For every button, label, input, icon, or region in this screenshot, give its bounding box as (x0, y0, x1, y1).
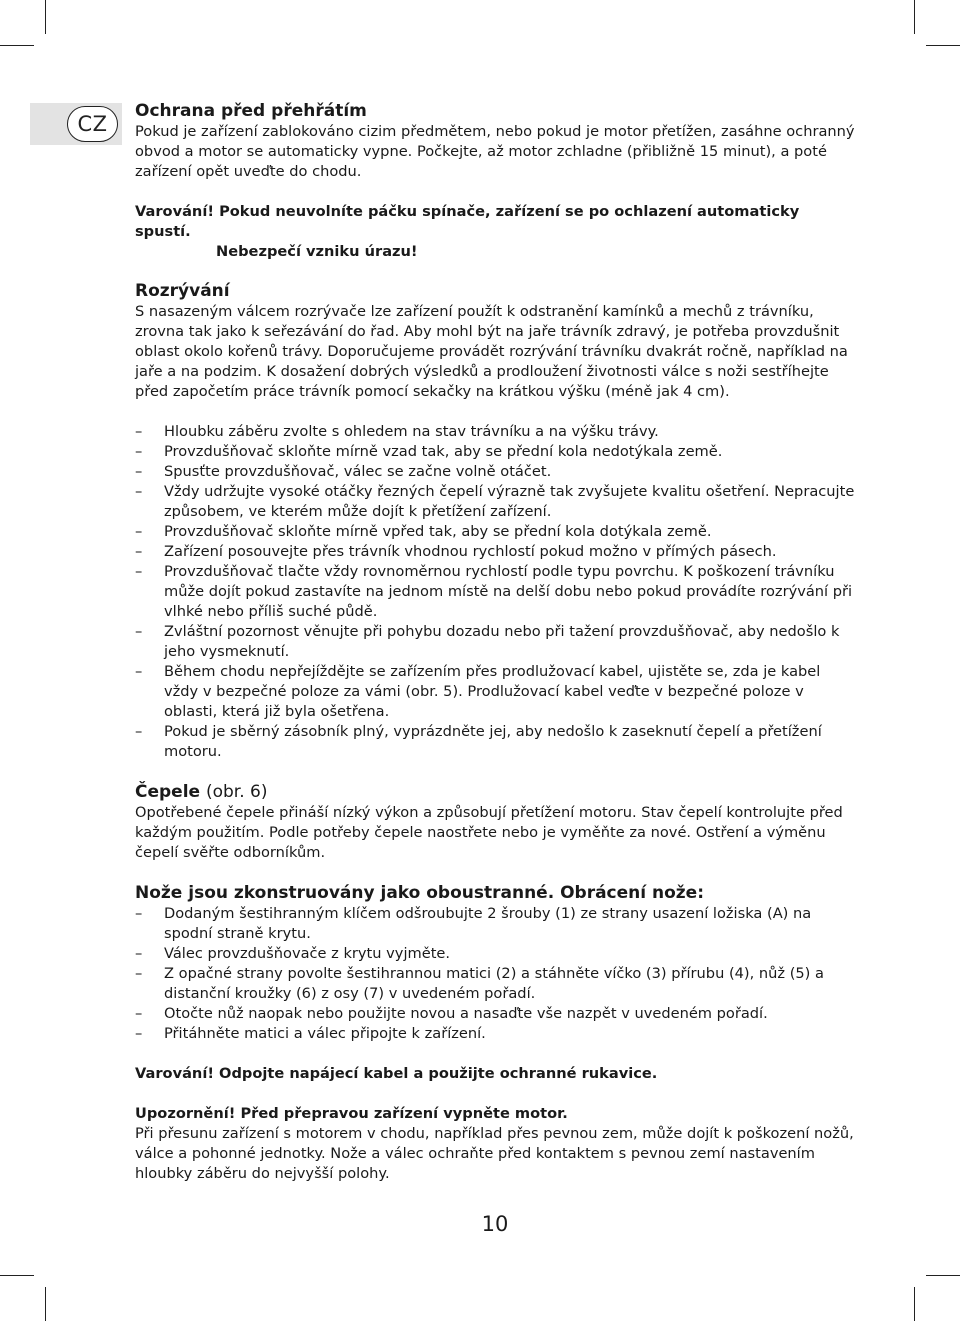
crop-mark-right-top (926, 45, 960, 46)
crop-mark-left-bottom (0, 1275, 34, 1276)
scarifying-text: S nasazeným válcem rozrývače lze zařízení použít k odstranění kamínků a mechů z trávníku, zrovna tak jako k seřezávání do řad. Aby mohl být na jaře trávník zdravý, je potřeba provzdušnit oblast okolo kořenů trávy. Doporučujeme provádět rozrývání trávníku dvakrát ročně, například na jaře a na podzim. K dosažení dobrých výsledků a prodloužení životnosti válce s noži sestříhejte před započetím práce trávník pomocí sekačky na krátkou výšku (méně jak 4 cm). (135, 303, 848, 400)
list-item: – Přitáhněte matici a válec připojte k zařízení. (135, 1024, 855, 1044)
blades-title: Čepele (135, 782, 201, 802)
list-item: – Otočte nůž naopak nebo použijte novou a nasaďte vše nazpět v uvedeném pořadí. (135, 1004, 855, 1024)
list-item: – Dodaným šestihranným klíčem odšroubujte 2 šrouby (1) ze strany usazení ložiska (A) na spodní straně krytu. (135, 904, 855, 944)
overheat-warning (135, 202, 855, 242)
list-item: – Hloubku záběru zvolte s ohledem na stav trávníku a na výšku trávy. (135, 422, 855, 442)
list-item: – Vždy udržujte vysoké otáčky řezných čepelí výrazně tak zvyšujete kvalitu ošetření. Nepracujte způsobem, ve kterém může dojít k přetížení zařízení. (135, 482, 855, 522)
list-item: – Během chodu nepřejíždějte se zařízením přes prodlužovací kabel, ujistěte se, zda je kabel vždy v bezpečné poloze za vámi (obr. 5). Prodlužovací kabel veďte v bezpečné poloze v oblasti, která již byla ošetřena. (135, 662, 855, 722)
overheat-warning-label: Varování! (135, 203, 214, 220)
blades-text: Opotřebené čepele přináší nízký výkon a způsobují přetížení motoru. Stav čepelí kontrolujte před každým použitím. Podle potřeby čepele naostřete nebo je vyměňte za nové. Ostření a výměnu čepelí svěřte odborníkům. (135, 804, 843, 861)
list-item: – Provzdušňovač tlačte vždy rovnoměrnou rychlostí podle typu povrchu. K poškození trávníku může dojít pokud zastavíte na jednom místě na delší dobu nebo pokud provádíte rozrývání při vlhké nebo příliš suché půdě. (135, 562, 855, 622)
scarifying-title: Rozrývání (135, 281, 230, 301)
knives-title: Nože jsou zkonstruovány jako oboustranné. Obrácení nože: (135, 883, 705, 903)
notice-title: Upozornění! Před přepravou zařízení vypněte motor. (135, 1105, 568, 1122)
blades-figure-ref: (obr. 6) (205, 782, 268, 802)
overheat-text: Pokud je zařízení zablokováno cizim předmětem, nebo pokud je motor přetížen, zasáhne ochranný obvod a motor se automaticky vypne. Počkejte, až motor zchladne (přibližně 15 minut), a poté zařízení opět uveďte do chodu. (135, 123, 855, 180)
crop-mark-right-bottom (926, 1275, 960, 1276)
page-content (135, 100, 855, 1184)
list-item: – Válec provzdušňovače z krytu vyjměte. (135, 944, 855, 964)
list-item: – Spusťte provzdušňovač, válec se začne volně otáčet. (135, 462, 855, 482)
power-warning: Varování! Odpojte napájecí kabel a použijte ochranné rukavice. (135, 1065, 658, 1082)
crop-mark-bottom-left (45, 1287, 46, 1321)
crop-mark-left-top (0, 45, 34, 46)
overheat-danger: Nebezpečí vzniku úrazu! (216, 243, 418, 260)
language-badge: CZ (67, 106, 118, 142)
overheat-title: Ochrana před přehřátím (135, 101, 367, 121)
blades-heading (135, 781, 855, 803)
crop-mark-top-right (914, 0, 915, 34)
list-item: – Pokud je sběrný zásobník plný, vyprázdněte jej, aby nedošlo k zaseknutí čepelí a přetížení motoru. (135, 722, 855, 762)
list-item: – Zvláštní pozornost věnujte při pohybu dozadu nebo při tažení provzdušňovač, aby nedošlo k jeho vysmeknutí. (135, 622, 855, 662)
list-item: – Provzdušňovač skloňte mírně vzad tak, aby se přední kola nedotýkala země. (135, 442, 855, 462)
list-item: – Provzdušňovač skloňte mírně vpřed tak, aby se přední kola dotýkala země. (135, 522, 855, 542)
crop-mark-bottom-right (914, 1287, 915, 1321)
knives-list (135, 904, 855, 1044)
list-item: – Zařízení posouvejte přes trávník vhodnou rychlostí pokud možno v přímých pásech. (135, 542, 855, 562)
notice-text: Při přesunu zařízení s motorem v chodu, například přes pevnou zem, může dojít k poškození nožů, válce a pohonné jednotky. Nože a válec ochraňte před kontaktem s pevnou zemí nastavením hloubky záběru do nejvyšší polohy. (135, 1125, 854, 1182)
overheat-warning-text: Pokud neuvolníte páčku spínače, zařízení se po ochlazení automaticky spustí. (135, 203, 800, 240)
crop-mark-top-left (45, 0, 46, 34)
page-number: 10 (481, 1212, 509, 1236)
list-item: – Z opačné strany povolte šestihrannou matici (2) a stáhněte víčko (3) přírubu (4), nůž (5) a distanční kroužky (6) z osy (7) v uvedeném pořadí. (135, 964, 855, 1004)
scarifying-list (135, 422, 855, 762)
